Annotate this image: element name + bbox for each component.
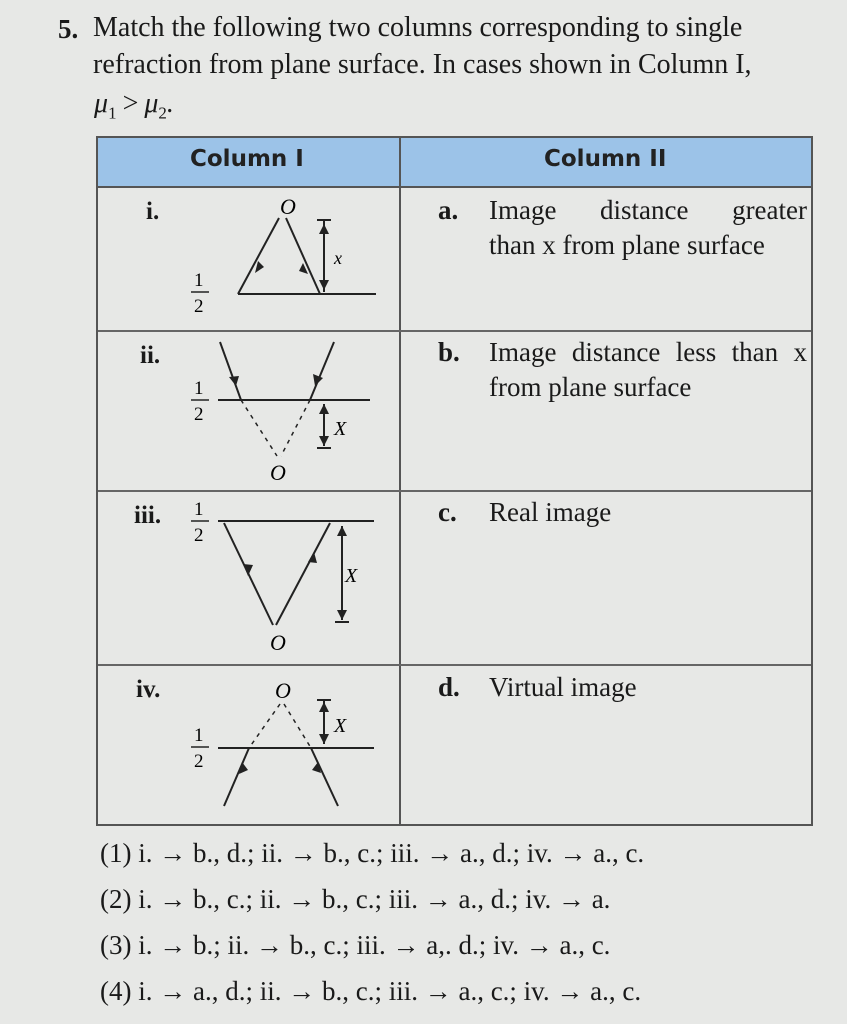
arrow-head [229,376,239,386]
object-label: O [275,678,291,703]
column-divider [399,138,401,824]
row-label-iii: iii. [134,502,162,529]
virtual-ray [284,704,311,748]
medium-1-label: 1 [194,378,204,399]
medium-1-label: 1 [194,725,204,746]
ray-line [286,218,320,294]
option-1[interactable]: (1) i. → b., d.; ii. → b., c.; iii. → a., d.; iv. → a., c. [100,838,645,868]
distance-label: X [334,715,347,737]
medium-2-label: 2 [194,296,204,317]
row-label-ii: ii. [140,342,161,369]
medium-2-label: 2 [194,751,204,772]
ray-line [276,523,330,625]
diagram-ii [98,332,398,490]
object-label: O [270,460,286,485]
ray-line [238,218,279,294]
distance-label: X [334,418,347,440]
arrow-head [255,261,264,273]
column-2-header: Column II [544,146,667,172]
refractive-index-condition: $\mu_1 > \mu_2$. [94,88,174,123]
ray-line [220,342,241,400]
arrow-head [308,552,317,563]
question-text-line-1: Match the following two columns corresponding to single [93,12,743,43]
object-label: O [270,630,286,655]
virtual-ray [241,400,277,456]
medium-1-label: 1 [194,499,204,520]
diagram-i [98,188,398,330]
option-3[interactable]: (3) i. → b.; ii. → b., c.; iii. → a,. d.; iv. → a., c. [100,930,611,960]
row-label-iv: iv. [136,676,161,703]
virtual-ray [281,400,310,456]
column-1-header: Column I [190,146,304,172]
diagram-iv [98,666,398,824]
ray-line [311,748,338,806]
question-text-line-2: refraction from plane surface. In cases shown in Column I, [93,49,752,80]
medium-1-label: 1 [194,270,204,291]
distance-label: x [334,248,342,268]
question-number: 5. [58,14,79,44]
option-4[interactable]: (4) i. → a., d.; ii. → b., c.; iii. → a., c.; iv. → a., c. [100,976,642,1006]
ray-line [310,342,334,400]
object-label: O [280,194,296,219]
arrow-head [313,374,323,386]
table-header [98,138,811,188]
virtual-ray [249,704,280,748]
arrow-head [243,564,253,576]
row-label-i: i. [146,198,160,225]
option-2[interactable]: (2) i. → b., c.; ii. → b., c.; iii. → a., d.; iv. → a. [100,884,611,914]
match-table: Column I Column II i. O x 1 2 a. Image distance greater than x from plane surface ii. O X 1 2 b. Image distance less than x from plane surface iii. O X 1 2 c. Real image iv. O X 1 2 d. Virtual image [96,136,813,826]
diagram-iii [98,492,398,664]
distance-label: X [345,565,358,587]
medium-2-label: 2 [194,525,204,546]
ray-line [224,748,249,806]
medium-2-label: 2 [194,404,204,425]
